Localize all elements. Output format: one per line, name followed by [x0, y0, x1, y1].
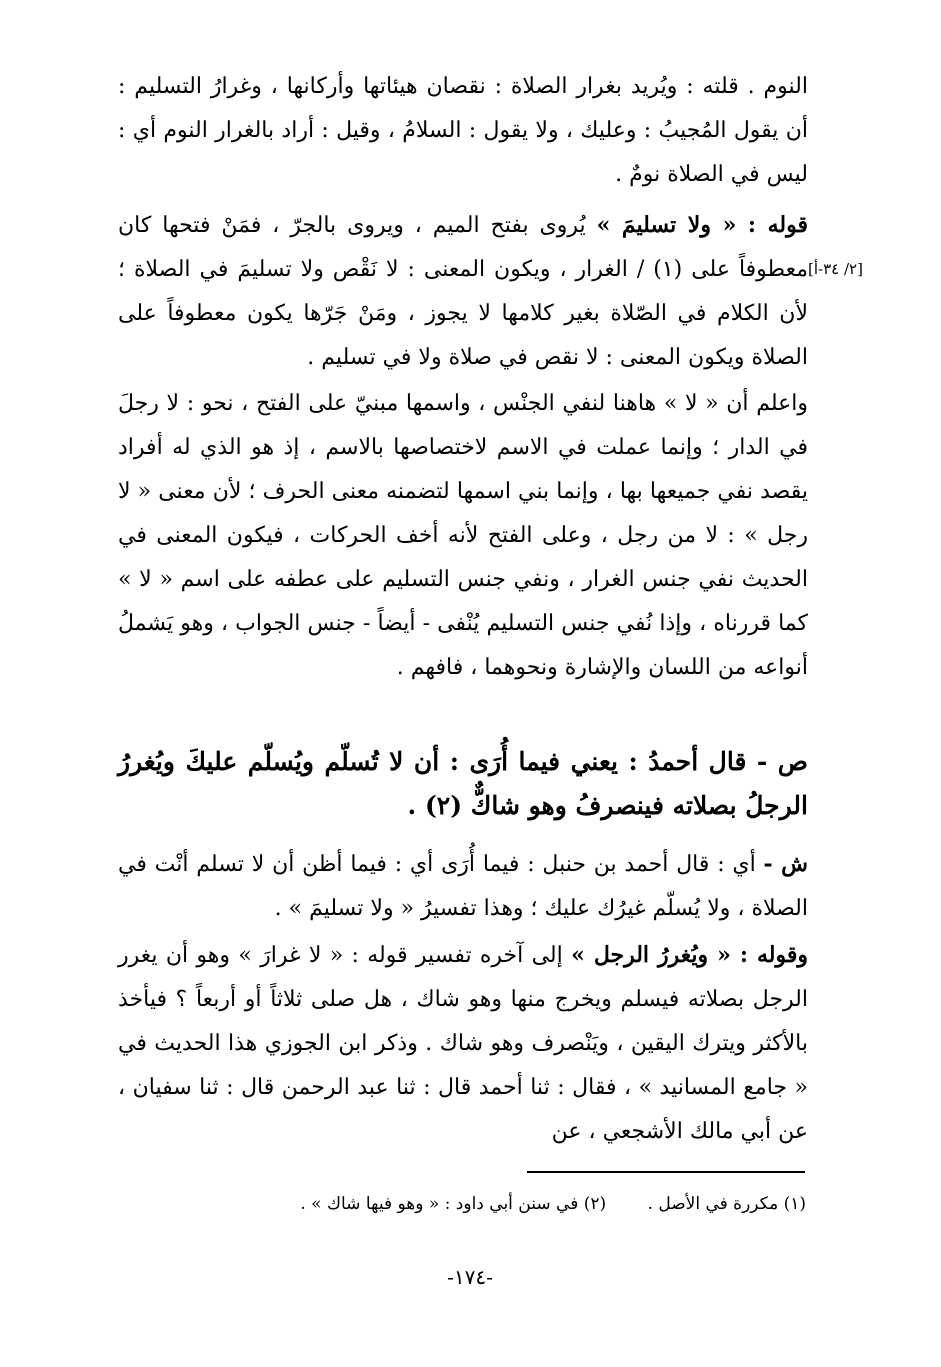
- paragraph-2-text: يُروى بفتح الميم ، ويروى بالجرّ ، فمَنْ فتحها كان معطوفاً على (١) / الغرار ، ويكون المعنى : لا نَقْص ولا تسليمَ في الصلاة ؛ لأن الكلام في الصّلاة بغير كلامها لا يجوز ، ومَنْ جَرّها يكون معطوفاً على الصلاة ويكون المعنى : لا نقص في صلاة ولا في تسليم .: [118, 213, 808, 370]
- paragraph-1-text: النوم . قلته : ويُريد بغرار الصلاة : نقصان هيئاتها وأركانها ، وغرارُ التسليم : أن يقول المُجيبُ : وعليك ، ولا يقول : السلامُ ، وقيل : أراد بالغرار النوم أي : ليس في الصلاة نومٌ .: [118, 74, 808, 187]
- paragraph-5: [118, 842, 808, 931]
- paragraph-6: [118, 933, 808, 1154]
- paragraph-5-text: أي : قال أحمد بن حنبل : فيما أُرَى أي : فيما أظن أن لا تسلم أنْت في الصلاة ، ولا يُسلّم غيرُك عليك ؛ وهذا تفسيرُ « ولا تسليمَ » .: [118, 852, 808, 921]
- footnote-divider: [527, 1171, 805, 1173]
- paragraph-5-lead: ش -: [763, 851, 808, 877]
- paragraph-1: [118, 65, 808, 197]
- footnotes: [160, 1189, 806, 1219]
- paragraph-3-text: واعلم أن « لا » هاهنا لنفي الجنْس ، واسمها مبنيّ على الفتح ، نحو : لا رجلَ في الدار ؛ وإنما عملت في الاسم لاختصاصها بالاسم ، إذ هو الذي له أفراد يقصد نفي جميعها بها ، وإنما بني اسمها لتضمنه معنى الحرف ؛ لأن معنى « لا رجل » : لا من رجل ، وعلى الفتح لأنه أخف الحركات ، فيكون المعنى في الحديث نفي جنس الغرار ، ونفي جنس التسليم على عطفه على اسم « لا » كما قررناه ، وإذا نُفي جنس التسليم يُنْفى - أيضاً - جنس الجواب ، وهو يَشملُ أنواعه من اللسان والإشارة ونحوهما ، فافهم .: [118, 391, 808, 680]
- paragraph-2: [118, 203, 808, 380]
- footnote-1: (١) مكررة في الأصل .: [647, 1194, 806, 1214]
- paragraph-3: [118, 382, 808, 690]
- margin-reference: [٢/ ٣٤-أ]: [808, 260, 863, 278]
- paragraph-6-text: إلى آخره تفسير قوله : « لا غرارَ » وهو أن يغرر الرجل بصلاته فيسلم ويخرج منها وهو شاك ، هل صلى ثلاثاً أو أربعاً ؟ فيأخذ بالأكثر ويترك اليقين ، ويَنْصرف وهو شاك . وذكر ابن الجوزي هذا الحديث في « جامع المسانيد » ، فقال : ثنا أحمد قال : ثنا عبد الرحمن قال : ثنا سفيان ، عن أبي مالك الأشجعي ، عن: [118, 943, 808, 1144]
- hadith-text-content: ص - قال أحمدُ : يعني فيما أُرَى : أن لا تُسلّم ويُسلّم عليكَ ويُغررُ الرجلُ بصلاته فينصرفُ وهو شاكٌّ (٢) .: [118, 747, 808, 820]
- paragraph-6-lead: وقوله : « ويُغررُ الرجل »: [571, 942, 808, 968]
- page-number: -١٧٤-: [447, 1265, 493, 1289]
- hadith-text: [118, 740, 808, 828]
- footnote-2: (٢) في سنن أبي داود : « وهو فيها شاك » .: [300, 1194, 607, 1214]
- paragraph-2-lead: قوله : « ولا تسليمَ »: [596, 212, 808, 238]
